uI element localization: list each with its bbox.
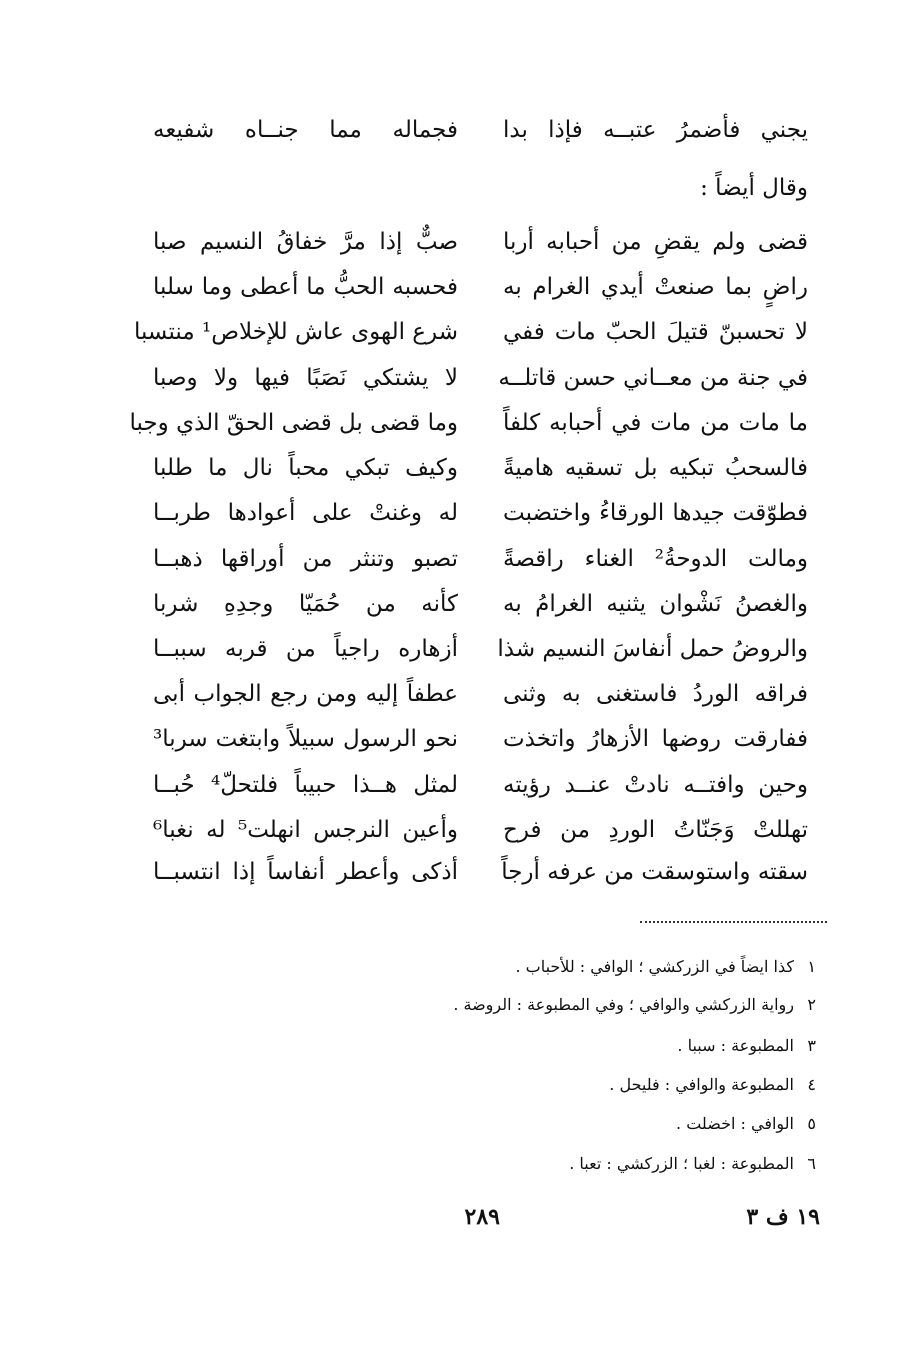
footnote-3 (677, 1034, 816, 1058)
page-number: ٢٨٩ (464, 1204, 500, 1230)
footnote-text: المطبوعة : لغبا ؛ الزركشي : تعبا . (569, 1154, 794, 1173)
verse-5-first: ما مات من مات في أحبابه كلفاً (503, 410, 808, 436)
footnote-2 (453, 993, 816, 1017)
verse-7-second: له وغنتْ على أعوادها طربــا (153, 500, 458, 526)
footnote-text: المطبوعة : سببا . (677, 1036, 794, 1055)
verse-14-second: وأعين النرجس انهلت⁵ له نغبا⁶ (153, 817, 459, 843)
verse-5-second: وما قضى بل قضى الحقّ الذي وجبا (129, 410, 458, 436)
verse-2-second: فحسبه الحبُّ ما أعطى وما سلبا (153, 274, 458, 300)
verse-8-first: ومالت الدوحةُ² الغناء راقصةً (503, 546, 808, 572)
footnote-text: رواية الزركشي والوافي ؛ وفي المطبوعة : الروضة . (453, 995, 794, 1014)
verse-15-second: أذكى وأعطر أنفاساً إذا انتسبــا (153, 859, 458, 885)
footnote-number: ٦ (807, 1154, 816, 1173)
verse-11-first: فراقه الوردُ فاستغنى به وثنى (503, 681, 808, 707)
verse-2-first: راضٍ بما صنعتْ أيدي الغرام به (503, 274, 808, 300)
verse-15-first: سقته واستوسقت من عرفه أرجاً (501, 859, 808, 885)
footnote-6 (569, 1152, 816, 1176)
footnote-text: الوافي : اخضلت . (676, 1114, 794, 1133)
verse-6-second: وكيف تبكي محباً نال ما طلبا (153, 455, 458, 481)
footnote-number: ٢ (807, 995, 816, 1014)
verse-7-first: فطوّقت جيدها الورقاءُ واختضبت (503, 500, 808, 526)
signature-mark: ١٩ ف ٣ (746, 1204, 820, 1230)
verse-12-first: ففارقت روضها الأزهارُ واتخذت (503, 726, 808, 752)
verse-3-first: لا تحسبنّ قتيلَ الحبّ مات ففي (503, 319, 808, 345)
verse-8-second: تصبو وتنثر من أوراقها ذهبــا (153, 546, 458, 572)
verse-4-second: لا يشتكي نَصَبًا فيها ولا وصبا (153, 365, 458, 391)
verse-10-first: والروضُ حمل أنفاسَ النسيم شذا (497, 636, 808, 662)
verse-1-second: صبٌّ إذا مرَّ خفاقُ النسيم صبا (153, 229, 458, 255)
footnote-number: ٣ (807, 1036, 816, 1055)
footnote-number: ٤ (807, 1075, 816, 1094)
verse-10-second: أزهاره راجياً من قربه سببــا (153, 636, 458, 662)
verse-14-first: تهللتْ وَجَنّاتُ الوردِ من فرح (503, 817, 808, 843)
footnote-5 (676, 1112, 816, 1136)
verse-9-second: كأنه من حُمَيّا وجدِهِ شربا (153, 591, 458, 617)
footnote-number: ٥ (807, 1114, 816, 1133)
verse-11-second: عطفاً إليه ومن رجع الجواب أبى (153, 681, 458, 707)
footnote-text: المطبوعة والوافي : فليحل . (609, 1075, 794, 1094)
verse-9-first: والغصنُ نَشْوان يثنيه الغرامُ به (503, 591, 808, 617)
verse-6-first: فالسحبُ تبكيه بل تسقيه هاميةً (503, 455, 808, 481)
verse-3-second: شرع الهوى عاش للإخلاص¹ منتسبا (133, 319, 458, 345)
footnote-number: ١ (807, 957, 816, 976)
footnote-4 (609, 1073, 816, 1097)
poem-heading: وقال أيضاً : (700, 175, 808, 201)
footnote-1 (515, 955, 816, 979)
verse-13-first: وحين وافتــه نادتْ عنــد رؤيته (503, 772, 808, 798)
footnote-text: كذا ايضاً في الزركشي ؛ الوافي : للأحباب . (515, 957, 794, 976)
verse-1-first: قضى ولم يقضِ من أحبابه أربا (503, 229, 808, 255)
verse-12-second: نحو الرسول سبيلاً وابتغت سربا³ (153, 726, 458, 752)
opening-verse-second-hemistich: فجماله مما جنــاه شفيعه (153, 117, 458, 143)
opening-verse-first-hemistich: يجني فأضمرُ عتبــه فإذا بدا (503, 117, 808, 143)
verse-13-second: لمثل هــذا حبيباً فلتحلّ⁴ حُبــا (153, 772, 458, 798)
verse-4-first: في جنة من معــاني حسن قاتلــه (498, 365, 808, 391)
footnote-separator (640, 921, 827, 923)
